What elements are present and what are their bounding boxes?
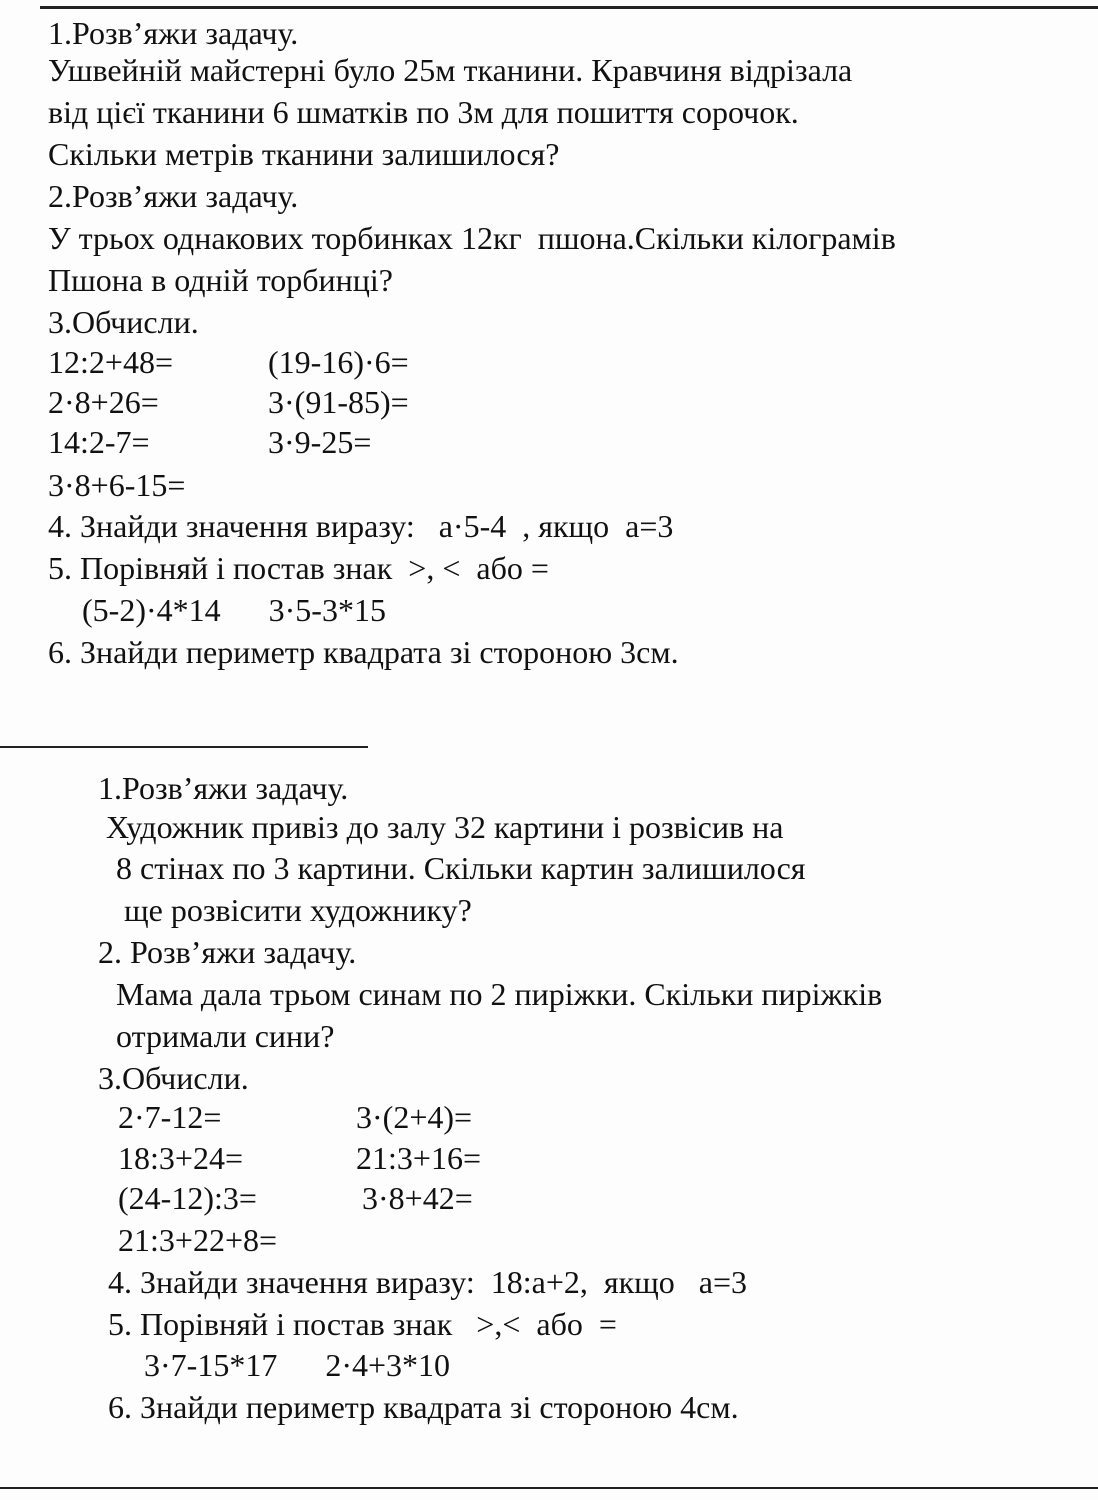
- v1-task2-title: 2.Розв’яжи задачу.: [48, 178, 299, 214]
- v1-task3-title: 3.Обчисли.: [48, 304, 199, 340]
- separator-rule: [0, 746, 368, 748]
- v2-task1-text-line1: Художник привіз до залу 32 картини і розвісив на: [106, 809, 784, 845]
- bottom-rule: [0, 1487, 1098, 1489]
- v2-task1-text-line2: 8 стінах по 3 картини. Скільки картин залишилося: [116, 850, 806, 886]
- v2-task4: 4. Знайди значення виразу: 18:а+2, якщо а=3: [108, 1264, 748, 1300]
- v1-task4: 4. Знайди значення виразу: а·5-4 , якщо а=3: [48, 508, 674, 544]
- v1-calc-1b: (19-16)·6=: [268, 344, 409, 380]
- v2-calc-1b: 3·(2+4)=: [356, 1099, 473, 1135]
- v1-calc-4a: 3·8+6-15=: [48, 467, 186, 503]
- v2-task5: 5. Порівняй і постав знак >,< або =: [108, 1306, 617, 1342]
- v2-task1-text-line3: ще розвісити художнику?: [124, 892, 472, 928]
- v2-calc-2b: 21:3+16=: [356, 1140, 481, 1176]
- v1-task5-items: (5-2)·4*14 3·5-3*15: [82, 592, 386, 628]
- v2-task3-title: 3.Обчисли.: [98, 1060, 249, 1096]
- v1-task1-text-line2: від цієї тканини 6 шматків по 3м для пошиття сорочок.: [48, 94, 799, 130]
- v2-task6: 6. Знайди периметр квадрата зі стороною 4см.: [108, 1389, 739, 1425]
- v1-calc-3a: 14:2-7=: [48, 424, 150, 460]
- v1-task1-text-line1: Ушвейній майстерні було 25м тканини. Кравчиня відрізала: [48, 52, 853, 88]
- v2-calc-2a: 18:3+24=: [118, 1140, 243, 1176]
- v1-task1-title: 1.Розв’яжи задачу.: [48, 15, 299, 51]
- v2-task2-text-line2: отримали сини?: [116, 1018, 335, 1054]
- v2-task1-title: 1.Розв’яжи задачу.: [98, 770, 349, 806]
- v1-task5: 5. Порівняй і постав знак >, < або =: [48, 550, 549, 586]
- v2-calc-3a: (24-12):3=: [118, 1180, 257, 1216]
- v1-calc-2b: 3·(91-85)=: [268, 384, 409, 420]
- v1-calc-1a: 12:2+48=: [48, 344, 173, 380]
- v1-task2-text-line1: У трьох однакових торбинках 12кг пшона.Скільки кілограмів: [48, 220, 896, 256]
- v2-task2-text-line1: Мама дала трьом синам по 2 пиріжки. Скільки пиріжків: [116, 976, 883, 1012]
- v2-calc-4a: 21:3+22+8=: [118, 1222, 278, 1258]
- v2-task5-items: 3·7-15*17 2·4+3*10: [144, 1347, 451, 1383]
- v1-task1-text-line3: Скільки метрів тканини залишилося?: [48, 136, 560, 172]
- v1-task6: 6. Знайди периметр квадрата зі стороною 3см.: [48, 634, 679, 670]
- v1-calc-2a: 2·8+26=: [48, 384, 159, 420]
- v1-calc-3b: 3·9-25=: [268, 424, 372, 460]
- v2-calc-3b: 3·8+42=: [362, 1180, 473, 1216]
- v2-calc-1a: 2·7-12=: [118, 1099, 222, 1135]
- v1-task2-text-line2: Пшона в одній торбинці?: [48, 262, 393, 298]
- v2-task2-title: 2. Розв’яжи задачу.: [98, 934, 357, 970]
- top-rule: [40, 6, 1098, 9]
